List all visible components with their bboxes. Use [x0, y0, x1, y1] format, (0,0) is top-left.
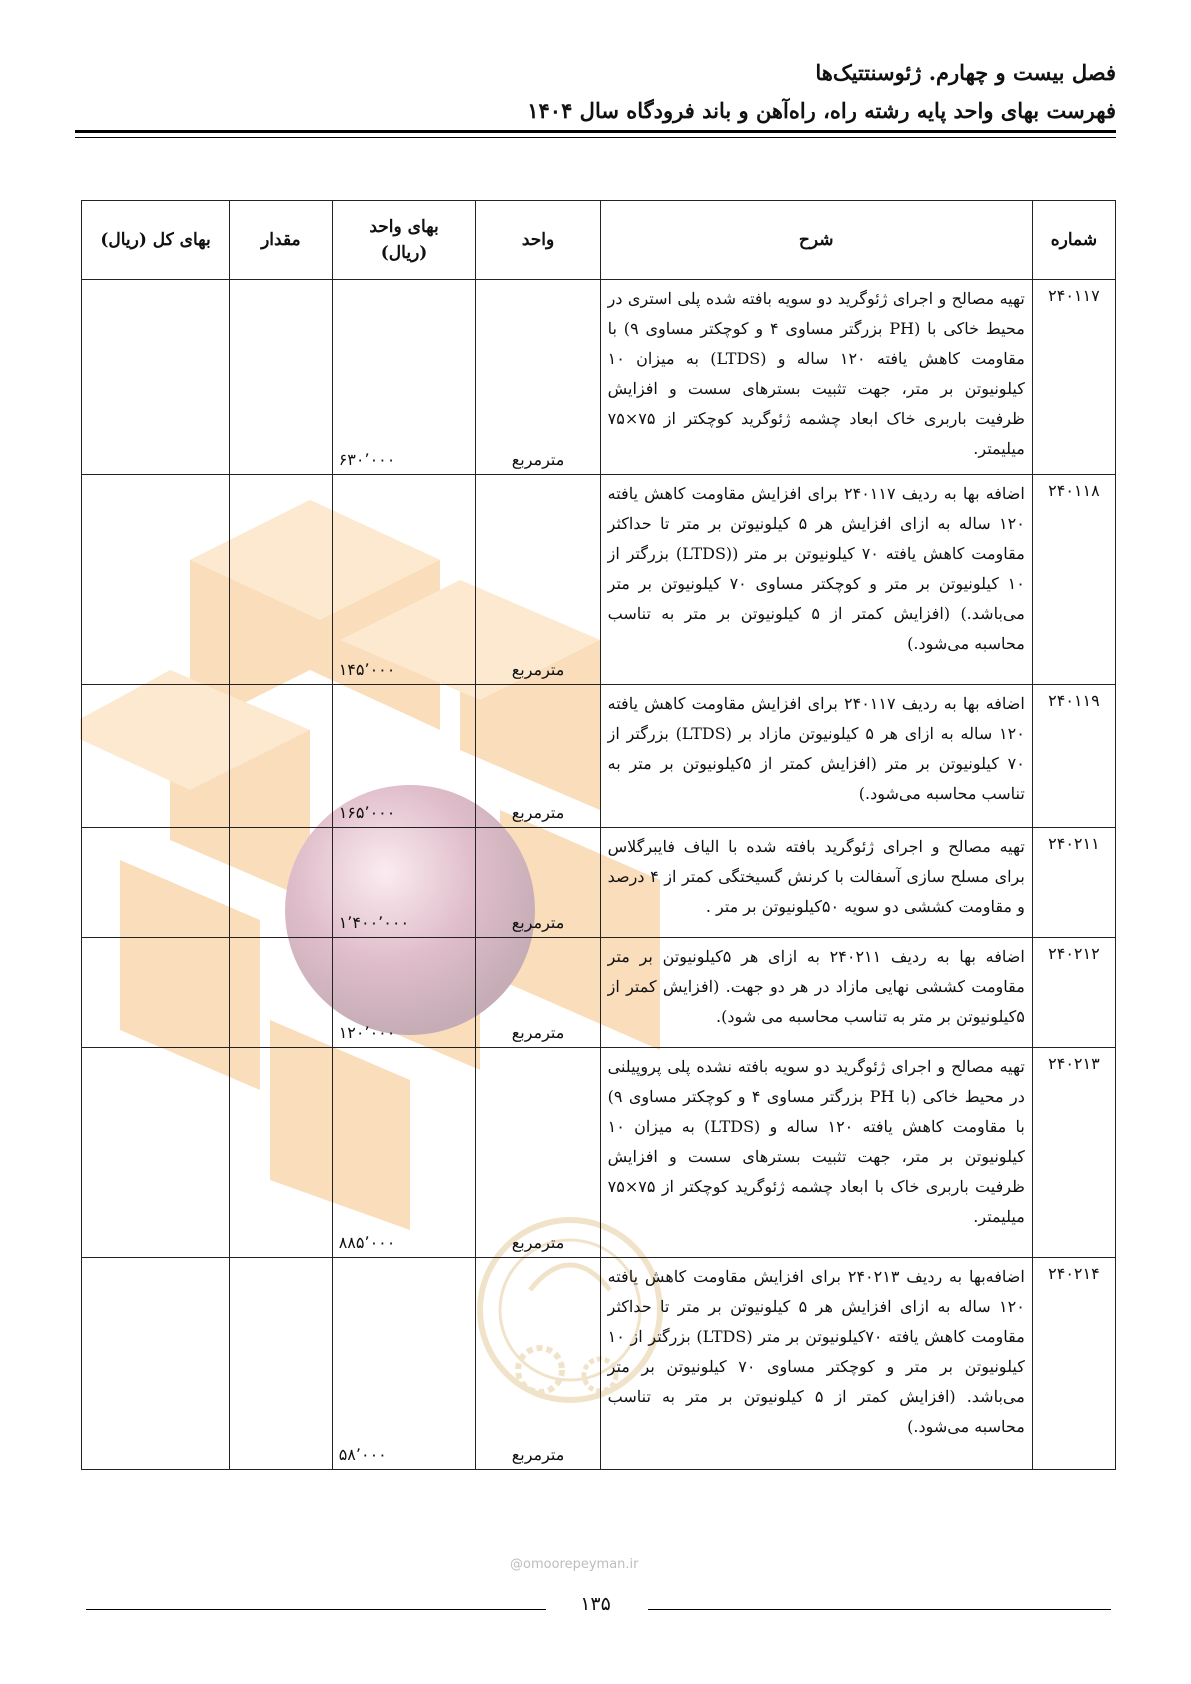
item-quantity: [230, 938, 333, 1048]
col-header-unit-price: [332, 201, 476, 280]
item-unit-price: ۸۸۵٬۰۰۰: [332, 1048, 476, 1258]
item-unit: مترمربع: [476, 475, 600, 685]
item-description: اضافه بها به ردیف ۲۴۰۱۱۷ برای افزایش مقاومت کاهش یافته ۱۲۰ ساله به ازای هر ۵ کیلونیوتن مازاد بر (LTDS) بزرگتر از ۷۰ کیلونیوتن بر متر (افزایش کمتر از ۵کیلونیوتن بر متر به تناسب محاسبه می‌شود.): [600, 685, 1032, 828]
item-code: ۲۴۰۱۱۷: [1032, 280, 1115, 475]
item-unit-price: ۵۸٬۰۰۰: [332, 1258, 476, 1470]
item-unit: مترمربع: [476, 1048, 600, 1258]
item-total-price: [82, 828, 230, 938]
item-code: ۲۴۰۲۱۳: [1032, 1048, 1115, 1258]
item-code: ۲۴۰۲۱۲: [1032, 938, 1115, 1048]
item-unit-price: ۱٬۴۰۰٬۰۰۰: [332, 828, 476, 938]
watermark-site-text: @omoorepeyman.ir: [510, 1557, 639, 1572]
col-header-description: شرح: [600, 201, 1032, 280]
table-row: [82, 1258, 1116, 1470]
unit-price-header-line1: بهای واحد: [369, 217, 439, 237]
item-total-price: [82, 938, 230, 1048]
item-unit: مترمربع: [476, 938, 600, 1048]
item-quantity: [230, 1048, 333, 1258]
item-unit-price: ۶۳۰٬۰۰۰: [332, 280, 476, 475]
item-quantity: [230, 828, 333, 938]
document-subtitle: فهرست بهای واحد پایه رشته راه، راه‌آهن و باند فرودگاه سال ۱۴۰۴: [527, 98, 1116, 123]
item-code: ۲۴۰۲۱۱: [1032, 828, 1115, 938]
header-rule-thick: [75, 130, 1116, 133]
item-description: تهیه مصالح و اجرای ژئوگرید دو سویه بافته شده پلی استری در محیط خاکی با (PH بزرگتر مساوی ۴ و کوچکتر مساوی ۹) با مقاومت کاهش یافته ۱۲۰ ساله و (LTDS) به میزان ۱۰ کیلونیوتن بر متر، جهت تثبیت بسترهای سست و افزایش ظرفیت باربری خاک ابعاد چشمه ژئوگرید کوچکتر از ۷۵×۷۵ میلیمتر.: [600, 280, 1032, 475]
table-header-row: [82, 201, 1116, 280]
item-total-price: [82, 475, 230, 685]
item-unit: مترمربع: [476, 685, 600, 828]
table-row: [82, 685, 1116, 828]
table-row: [82, 938, 1116, 1048]
col-header-unit: واحد: [476, 201, 600, 280]
item-description: تهیه مصالح و اجرای ژئوگرید دو سویه بافته نشده پلی پروپیلنی در محیط خاکی (با PH بزرگتر مساوی ۴ و کوچکتر مساوی ۹) با مقاومت کاهش یافته ۱۲۰ ساله و (LTDS) به میزان ۱۰ کیلونیوتن بر متر، جهت تثبیت بسترهای سست و افزایش ظرفیت باربری خاک با ابعاد چشمه ژئوگرید کوچکتر از ۷۵×۷۵ میلیمتر.: [600, 1048, 1032, 1258]
chapter-title: فصل بیست و چهارم. ژئوسنتتیک‌ها: [815, 60, 1116, 85]
item-quantity: [230, 1258, 333, 1470]
item-total-price: [82, 280, 230, 475]
item-description: اضافه بها به ردیف ۲۴۰۱۱۷ برای افزایش مقاومت کاهش یافته ۱۲۰ ساله به ازای افزایش هر ۵ کیلونیوتن بر متر تا حداکثر مقاومت کاهش یافته ۷۰ کیلونیوتن بر متر ((LTDS) بزرگتر از ۱۰ کیلونیوتن بر متر و کوچکتر مساوی ۷۰ کیلونیوتن بر متر می‌باشد.) (افزایش کمتر از ۵ کیلونیوتن بر متر به تناسب محاسبه می‌شود.): [600, 475, 1032, 685]
page-number: ۱۳۵: [580, 1593, 611, 1615]
item-description: اضافه بها به ردیف ۲۴۰۲۱۱ به ازای هر ۵کیلونیوتن بر متر مقاومت کششی نهایی مازاد در هر دو جهت. (افزایش کمتر از ۵کیلونیوتن بر متر به تناسب محاسبه می شود).: [600, 938, 1032, 1048]
item-description: اضافه‌بها به ردیف ۲۴۰۲۱۳ برای افزایش مقاومت کاهش یافته ۱۲۰ ساله به ازای افزایش هر ۵ کیلونیوتن بر متر تا حداکثر مقاومت کاهش یافته ۷۰کیلونیوتن بر متر (LTDS) بزرگتر از ۱۰ کیلونیوتن بر متر و کوچکتر مساوی ۷۰ کیلونیوتن بر متر می‌باشد. (افزایش کمتر از ۵ کیلونیوتن بر متر به تناسب محاسبه می‌شود.): [600, 1258, 1032, 1470]
item-total-price: [82, 1048, 230, 1258]
item-code: ۲۴۰۲۱۴: [1032, 1258, 1115, 1470]
col-header-total-price: بهای کل (ریال): [82, 201, 230, 280]
item-quantity: [230, 475, 333, 685]
header-rule-thin: [75, 137, 1116, 138]
page-header: [75, 58, 1116, 126]
item-unit-price: ۱۴۵٬۰۰۰: [332, 475, 476, 685]
item-total-price: [82, 1258, 230, 1470]
col-header-quantity: مقدار: [230, 201, 333, 280]
item-description: تهیه مصالح و اجرای ژئوگرید بافته شده با الیاف فایبرگلاس برای مسلح سازی آسفالت با کرنش گسیختگی کمتر از ۴ درصد و مقاومت کششی دو سویه ۵۰کیلونیوتن بر متر .: [600, 828, 1032, 938]
item-code: ۲۴۰۱۱۹: [1032, 685, 1115, 828]
item-unit-price: ۱۶۵٬۰۰۰: [332, 685, 476, 828]
table-row: [82, 475, 1116, 685]
item-quantity: [230, 685, 333, 828]
item-total-price: [82, 685, 230, 828]
table-row: [82, 828, 1116, 938]
item-quantity: [230, 280, 333, 475]
item-code: ۲۴۰۱۱۸: [1032, 475, 1115, 685]
col-header-code: شماره: [1032, 201, 1115, 280]
price-list-table: [81, 200, 1116, 1470]
item-unit: مترمربع: [476, 280, 600, 475]
table-row: [82, 280, 1116, 475]
unit-price-header-line2: (ریال): [380, 243, 428, 263]
item-unit: مترمربع: [476, 1258, 600, 1470]
item-unit-price: ۱۲۰٬۰۰۰: [332, 938, 476, 1048]
item-unit: مترمربع: [476, 828, 600, 938]
table-row: [82, 1048, 1116, 1258]
